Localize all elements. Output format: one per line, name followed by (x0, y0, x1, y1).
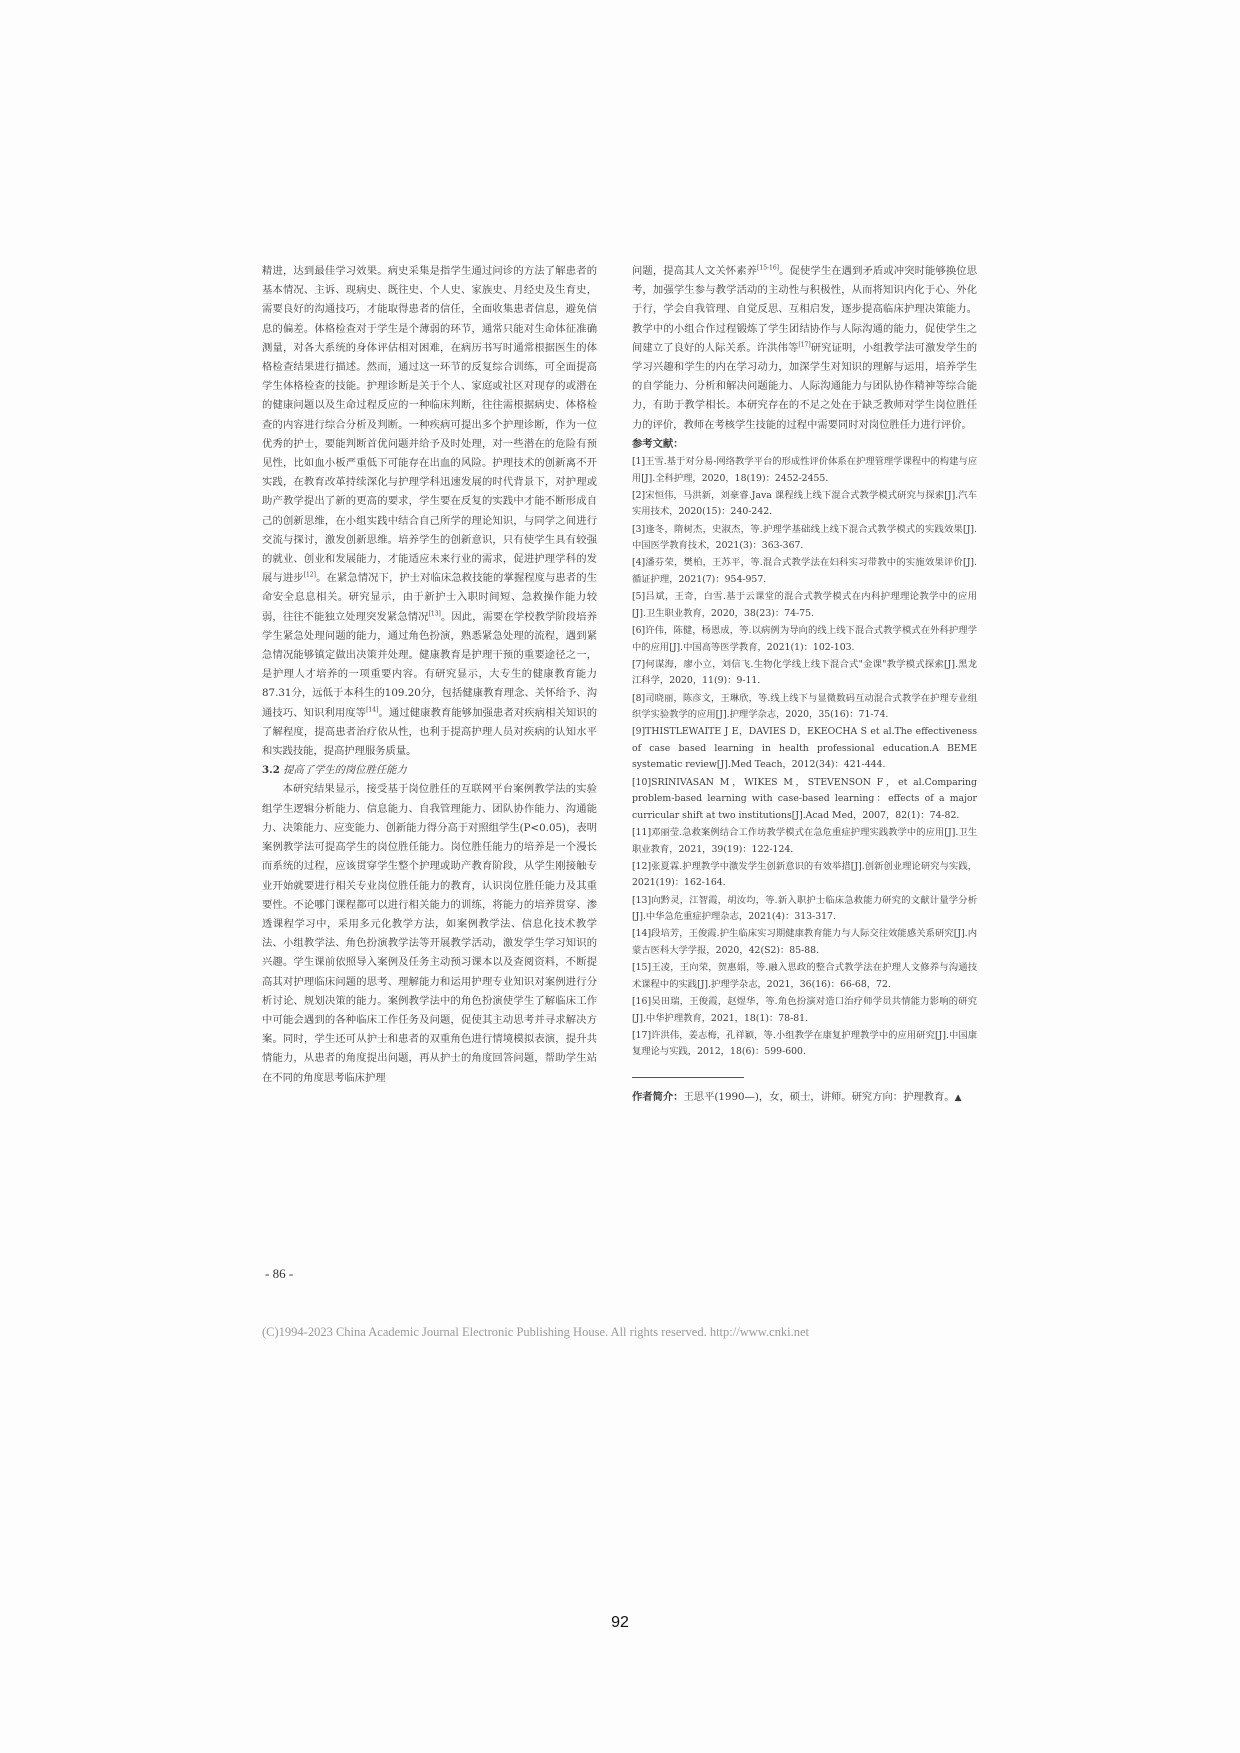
body-paragraph (262, 262, 597, 761)
section-title: 提高了学生的岗位胜任能力 (283, 764, 407, 777)
text-run: 研究证明，小组教学法可激发学生的学习兴趣和学生的内在学习动力，加深学生对知识的理解与运用，培养学生的自学能力、分析和解决问题能力、人际沟通能力与团队协作精神等综合能力，有助于教学相长。本研究存在的不足之处在于缺乏教师对学生岗位胜任力的评价，教师在考核学生技能的过程中需要同时对岗位胜任力进行评价。 (632, 341, 978, 431)
citation-marker: [12] (303, 571, 316, 579)
text-run: 问题，提高其人文关怀素养 (632, 265, 758, 277)
reference-item: [9]THISTLEWAITE J E，DAVIES D，EKEOCHA S et al.The effectiveness of case based learning in health professional education.A BEME systematic review[J].Med Teach，2012(34)：421-444. (632, 726, 977, 771)
reference-item: [10]SRINIVASAN M，WIKES M，STEVENSON F，et al.Comparing problem-based learning with case-based learning：effects of a major curricular shift at two institutions[J].Acad Med，2007，82(1)：74-82. (632, 776, 977, 821)
end-mark-icon: ▲ (954, 1092, 962, 1103)
right-column (632, 262, 977, 1108)
reference-item: [1]王雪.基于对分易-网络教学平台的形成性评价体系在护理管理学课程中的构建与应用[J].全科护理，2020，18(19)：2452-2455. (632, 456, 977, 484)
document-page-number: 92 (611, 1614, 629, 1631)
reference-item: [13]向黔灵，江智霞，胡汝均，等.新入职护士临床急救能力研究的文献计量学分析[J].中华急危重症护理杂志，2021(4)：313-317. (632, 894, 977, 923)
reference-item: [2]宋恒伟，马洪新，刘豪睿.Java 课程线上线下混合式教学模式研究与探索[J].汽车实用技术，2020(15)：240-242. (632, 489, 977, 518)
reference-item: [15]王凌，王向荣，贺惠娟，等.融入思政的整合式教学法在护理人文修养与沟通技术课程中的实践[J].护理学杂志，2021，36(16)：66-68，72. (632, 962, 977, 990)
reference-item: [4]潘芬荣，樊柏，王苏平，等.混合式教学法在妇科实习带教中的实施效果评价[J].循证护理，2021(7)：954-957. (632, 557, 977, 585)
reference-item: [14]段培芳，王俊霞.护生临床实习期健康教育能力与人际交往效能感关系研究[J].内蒙古医科大学学报，2020，42(S2)：85-88. (632, 928, 977, 956)
citation-marker: [13] (428, 610, 441, 618)
body-paragraph (632, 262, 977, 435)
section-number: 3.2 (262, 764, 280, 777)
text-run: 。通过健康教育能够加强患者对疾病相关知识的了解程度，提高患者治疗依从性，也利于提高护理人员对疾病的认知水平和实践技能，提高护理服务质量。 (262, 706, 598, 758)
reference-item: [16]吴田瑞，王俊霞，赵煜华，等.角色扮演对造口治疗师学员共情能力影响的研究[J].中华护理教育，2021，18(1)：78-81. (632, 995, 977, 1024)
citation-marker: [15-16] (757, 264, 780, 272)
reference-item: [3]逢冬，隋树杰，史淑杰，等.护理学基础线上线下混合式教学模式的实践效果[J].中国医学教育技术，2021(3)：363-367. (632, 523, 977, 552)
author-note (632, 1088, 977, 1108)
reference-item: [5]吕斌，王奇，白雪.基于云课堂的混合式教学模式在内科护理理论教学中的应用[J].卫生职业教育，2020，38(23)：74-75. (632, 591, 977, 619)
references-title: 参考文献： (632, 437, 684, 450)
author-text: 王思平(1990—)，女，硕士，讲师。研究方向：护理教育。 (683, 1090, 955, 1103)
text-run: 。促使学生在遇到矛盾或冲突时能够换位思考，加强学生参与教学活动的主动性与积极性，从而将知识内化于心、外化于行，学会自我管理、自觉反思、互相启发，逐步提高临床护理决策能力。教学中的小组合作过程锻炼了学生团结协作与人际沟通的能力，促使学生之间建立了良好的人际关系。许洪伟等 (632, 265, 978, 354)
text-run: 精进，达到最佳学习效果。病史采集是指学生通过问诊的方法了解患者的基本情况、主诉、现病史、既往史、个人史、家族史、月经史及生育史，需要良好的沟通技巧，才能取得患者的信任，全面收集患者信息，避免信息的偏差。体格检查对于学生是个薄弱的环节，通常只能对生命体征准确测量，对各大系统的身体评估相对困难，在病历书写时通常根据医生的体格检查结果进行描述。然而，通过这一环节的反复综合训练，可全面提高学生体格检查的技能。护理诊断是关于个人、家庭或社区对现存的或潜在的健康问题以及生命过程反应的一种临床判断，往往需根据病史、体格检查的内容进行综合分析及判断。一种疾病可提出多个护理诊断，作为一位优秀的护士，要能判断首优问题并给予及时处理，对一些潜在的危险有预见性，比如血小板严重低下可能存在出血的风险。护理技术的创新离不开实践，在教育改革持续深化与护理学科迅速发展的时代背景下，对护理或助产教学提出了新的更高的要求，学生要在反复的实践中才能不断形成自己的创新思维，在小组实践中结合自己所学的理论知识，与同学之间进行交流与探讨，激发创新思维。培养学生的创新意识，只有使学生具有较强的就业、创业和发展能力，才能适应未来行业的需求，促进护理学科的发展与进步 (262, 265, 597, 585)
reference-item: [12]张夏霖.护理教学中激发学生创新意识的有效举措[J].创新创业理论研究与实践，2021(19)：162-164. (632, 860, 977, 889)
text-run: 。因此，需要在学校教学阶段培养学生紧急处理问题的能力，通过角色扮演，熟悉紧急处理的流程，遇到紧急情况能够镇定做出决策并处理。健康教育是护理干预的重要途径之一，是护理人才培养的一项重要内容。有研究显示，大专生的健康教育能力87.31分，远低于本科生的109.20分，包括健康教育理念、关怀给予、沟通技巧、知识利用度等 (262, 610, 598, 719)
reference-item: [7]何谋海，廖小立，刘信飞.生物化学线上线下混合式"金课"教学模式探索[J].黑龙江科学，2020，11(9)：9-11. (632, 658, 977, 687)
citation-marker: [14] (366, 706, 379, 714)
reference-list (632, 454, 977, 1061)
author-label: 作者简介： (632, 1090, 684, 1103)
journal-page-number: - 86 - (265, 1266, 294, 1281)
reference-item: [17]许洪伟，姜志梅，孔祥颖，等.小组教学在康复护理教学中的应用研究[J].中国康复理论与实践，2012，18(6)：599-600. (632, 1029, 977, 1058)
copyright-line: (C)1994-2023 China Academic Journal Electronic Publishing House. All rights reserved. http://www.cnki.net (262, 1325, 810, 1339)
text-run: 。在紧急情况下，护士对临床急救技能的掌握程度与患者的生命安全息息相关。研究显示，由于新护士入职时间短、急救操作能力较弱，往往不能独立处理突发紧急情况 (262, 572, 598, 623)
reference-item: [6]许伟，陈健，杨恩成，等.以病例为导向的线上线下混合式教学模式在外科护理学中的应用[J].中国高等医学教育，2021(1)：102-103. (632, 624, 977, 653)
body-paragraph: 本研究结果显示，接受基于岗位胜任的互联网平台案例教学法的实验组学生逻辑分析能力、信息能力、自我管理能力、团队协作能力、沟通能力、决策能力、应变能力、创新能力得分高于对照组学生(P<0.05)，表明案例教学法可提高学生的岗位胜任能力。岗位胜任能力的培养是一个漫长而系统的过程，应该贯穿学生整个护理或助产教育阶段，从学生刚接触专业开始就要进行相关专业岗位胜任能力的教育，认识岗位胜任能力及其重要性。不论哪门课程都可以进行相关能力的训练，将能力的培养贯穿、渗透课程学习中，采用多元化教学方法，如案例教学法、信息化技术教学法、小组教学法、角色扮演教学法等开展教学活动，激发学生学习知识的兴趣。学生课前依照导入案例及任务主动预习课本以及查阅资料，不断提高其对护理临床问题的思考、理解能力和运用护理专业知识对案例进行分析讨论、规划决策的能力。案例教学法中的角色扮演使学生了解临床工作中可能会遇到的各种临床工作任务及问题，促使其主动思考并寻求解决方案。同时，学生还可从护士和患者的双重角色进行情境模拟表演，提升共情能力，从患者的角度提出问题，再从护士的角度回答问题，帮助学生站在不同的角度思考临床护理 (262, 783, 597, 1084)
divider (632, 1077, 744, 1078)
section-heading (262, 761, 597, 780)
citation-marker: [17] (798, 341, 811, 349)
reference-item: [11]邓丽莹.急救案例结合工作坊教学模式在急危重症护理实践教学中的应用[J].卫生职业教育，2021，39(19)：122-124. (632, 827, 977, 855)
left-column (262, 262, 597, 1088)
reference-item: [8]司晓丽，陈彦文，王琳欣，等.线上线下与显微数码互动混合式教学在护理专业组织学实验教学的应用[J].护理学杂志，2020，35(16)：71-74. (632, 692, 977, 721)
